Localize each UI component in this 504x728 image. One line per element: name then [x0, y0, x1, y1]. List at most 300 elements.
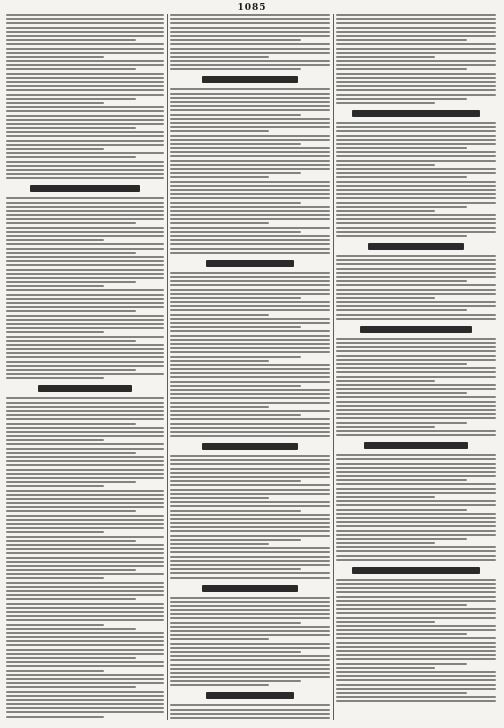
text-line: [170, 577, 330, 579]
text-line: [170, 630, 330, 632]
text-line: [170, 676, 330, 678]
text-line: [170, 684, 269, 686]
text-line: [336, 102, 435, 104]
text-line: [6, 227, 164, 229]
text-line: [6, 123, 164, 125]
text-line: [336, 405, 496, 407]
text-line: [336, 596, 496, 598]
text-line: [6, 644, 164, 646]
text-line: [336, 646, 496, 648]
text-line: [336, 642, 496, 644]
text-line: [170, 272, 330, 274]
text-line: [6, 340, 136, 342]
text-line: [6, 590, 164, 592]
text-line: [170, 22, 330, 24]
text-line: [336, 579, 496, 581]
text-line: [336, 492, 496, 494]
text-line: [170, 189, 330, 191]
text-line: [6, 418, 164, 420]
text-line: [170, 480, 301, 482]
text-line: [336, 633, 467, 635]
text-line: [6, 686, 136, 688]
text-line: [336, 430, 496, 432]
text-line: [336, 538, 467, 540]
text-line: [6, 619, 164, 621]
text-line: [336, 60, 496, 62]
text-line: [6, 39, 136, 41]
text-line: [336, 222, 496, 224]
text-line: [170, 35, 330, 37]
text-line: [6, 569, 136, 571]
text-line: [336, 276, 496, 278]
text-line: [336, 384, 496, 386]
text-line: [170, 248, 330, 250]
text-line: [336, 530, 496, 532]
text-line: [6, 356, 164, 358]
text-line: [336, 471, 496, 473]
text-line: [336, 625, 496, 627]
text-line: [170, 206, 330, 208]
text-line: [170, 227, 330, 229]
text-line: [6, 214, 164, 216]
text-line: [6, 691, 164, 693]
text-line: [336, 268, 496, 270]
text-line: [336, 77, 496, 79]
text-line: [336, 35, 496, 37]
text-line: [170, 672, 330, 674]
text-line: [6, 397, 164, 399]
text-line: [6, 699, 164, 701]
text-line: [336, 155, 496, 157]
text-line: [170, 551, 330, 553]
text-line: [170, 235, 330, 237]
text-line: [6, 632, 164, 634]
text-line: [170, 339, 330, 341]
text-line: [170, 560, 330, 562]
text-line: [6, 161, 164, 163]
text-line: [170, 713, 330, 715]
text-line: [6, 544, 164, 546]
text-line: [336, 185, 496, 187]
text-line: [170, 297, 301, 299]
text-line: [336, 202, 496, 204]
text-line: [170, 664, 330, 666]
text-line: [6, 206, 164, 208]
text-line: [6, 527, 164, 529]
text-line: [6, 323, 164, 325]
text-line: [6, 552, 164, 554]
text-line: [336, 401, 496, 403]
text-line: [170, 501, 330, 503]
text-line: [336, 587, 496, 589]
text-line: [336, 143, 496, 145]
text-line: [170, 381, 330, 383]
text-line: [336, 555, 496, 557]
text-line: [170, 406, 269, 408]
text-line: [336, 479, 467, 481]
text-line: [6, 695, 164, 697]
text-line: [6, 197, 164, 199]
text-line: [336, 359, 496, 361]
text-line: [170, 484, 330, 486]
text-line: [6, 140, 164, 142]
text-line: [170, 252, 330, 254]
text-line: [170, 135, 330, 137]
text-line: [170, 27, 330, 29]
text-line: [6, 277, 164, 279]
text-line: [170, 505, 330, 507]
text-line: [6, 89, 164, 91]
text-line: [6, 485, 104, 487]
text-line: [170, 126, 330, 128]
text-line: [170, 197, 330, 199]
text-line: [6, 68, 136, 70]
text-line: [6, 156, 136, 158]
article-headline-block: [206, 692, 294, 699]
text-line: [6, 327, 164, 329]
text-line: [6, 152, 164, 154]
text-line: [6, 144, 164, 146]
text-line: [6, 202, 164, 204]
text-line: [336, 392, 467, 394]
text-line: [336, 500, 496, 502]
text-line: [170, 88, 330, 90]
text-line: [6, 344, 164, 346]
text-line: [336, 458, 496, 460]
text-line: [336, 679, 496, 681]
text-line: [336, 48, 496, 50]
text-line: [6, 469, 164, 471]
text-line: [170, 218, 330, 220]
text-line: [336, 126, 496, 128]
text-line: [6, 56, 104, 58]
text-line: [336, 68, 467, 70]
text-line: [6, 256, 164, 258]
text-line: [6, 252, 136, 254]
text-line: [6, 77, 164, 79]
column-middle: [170, 14, 330, 720]
text-line: [170, 539, 301, 541]
text-line: [336, 27, 496, 29]
text-line: [6, 439, 104, 441]
text-line: [170, 463, 330, 465]
text-line: [170, 572, 330, 574]
text-line: [6, 431, 164, 433]
text-line: [336, 39, 467, 41]
text-line: [336, 130, 496, 132]
text-line: [170, 435, 330, 437]
text-line: [336, 671, 496, 673]
text-line: [336, 629, 496, 631]
text-line: [336, 73, 496, 75]
text-line: [170, 497, 269, 499]
text-line: [170, 301, 330, 303]
text-line: [6, 494, 164, 496]
text-line: [170, 176, 269, 178]
text-line: [336, 210, 435, 212]
text-line: [170, 39, 301, 41]
text-line: [6, 110, 164, 112]
text-line: [6, 624, 104, 626]
article-headline-block: [202, 76, 298, 83]
text-line: [170, 231, 301, 233]
text-line: [336, 235, 467, 237]
text-line: [170, 605, 330, 607]
text-line: [6, 594, 164, 596]
text-line: [170, 314, 269, 316]
text-line: [6, 127, 136, 129]
text-line: [336, 591, 496, 593]
text-line: [6, 106, 164, 108]
text-line: [6, 711, 164, 713]
text-line: [336, 663, 467, 665]
text-line: [170, 101, 330, 103]
text-line: [336, 621, 435, 623]
text-line: [6, 22, 164, 24]
text-line: [336, 667, 435, 669]
text-line: [336, 517, 496, 519]
text-line: [336, 550, 496, 552]
text-line: [336, 176, 467, 178]
text-line: [336, 380, 435, 382]
text-line: [336, 151, 496, 153]
text-line: [6, 169, 164, 171]
text-line: [6, 460, 164, 462]
text-line: [6, 173, 164, 175]
text-line: [170, 468, 330, 470]
text-line: [336, 122, 496, 124]
text-line: [170, 530, 330, 532]
text-line: [336, 422, 467, 424]
text-line: [336, 637, 496, 639]
text-line: [6, 73, 164, 75]
text-line: [6, 443, 164, 445]
text-line: [336, 600, 496, 602]
text-line: [170, 276, 330, 278]
text-line: [6, 210, 164, 212]
text-line: [6, 636, 164, 638]
text-line: [336, 367, 496, 369]
text-line: [6, 248, 164, 250]
text-line: [6, 427, 164, 429]
text-line: [6, 98, 136, 100]
text-line: [336, 496, 435, 498]
text-line: [170, 423, 330, 425]
text-line: [336, 371, 496, 373]
text-line: [170, 43, 330, 45]
text-line: [336, 675, 496, 677]
text-line: [170, 518, 330, 520]
text-line: [170, 704, 330, 706]
text-line: [170, 139, 330, 141]
text-line: [6, 222, 136, 224]
text-line: [6, 674, 164, 676]
text-line: [170, 393, 330, 395]
text-line: [170, 351, 330, 353]
text-line: [6, 506, 164, 508]
text-line: [170, 293, 330, 295]
text-line: [170, 93, 330, 95]
text-line: [6, 239, 104, 241]
text-line: [170, 617, 330, 619]
text-line: [6, 294, 164, 296]
text-line: [336, 509, 467, 511]
column-right: [336, 14, 496, 720]
text-line: [170, 455, 330, 457]
text-line: [6, 14, 164, 16]
text-line: [6, 260, 164, 262]
text-line: [6, 85, 164, 87]
text-line: [6, 64, 164, 66]
text-line: [170, 64, 330, 66]
text-line: [6, 281, 136, 283]
text-line: [336, 168, 496, 170]
article-headline-block: [352, 110, 480, 117]
text-line: [6, 319, 164, 321]
text-line: [336, 22, 496, 24]
text-line: [6, 27, 164, 29]
text-line: [170, 222, 269, 224]
text-line: [336, 297, 435, 299]
text-line: [170, 243, 330, 245]
text-line: [6, 716, 104, 718]
text-line: [6, 515, 164, 517]
text-line: [170, 280, 330, 282]
text-line: [6, 18, 164, 20]
text-line: [336, 463, 496, 465]
article-headline-block: [38, 385, 133, 392]
text-line: [170, 160, 330, 162]
text-line: [170, 193, 330, 195]
text-line: [170, 214, 330, 216]
text-line: [336, 467, 496, 469]
text-line: [336, 546, 496, 548]
text-line: [6, 510, 136, 512]
text-line: [336, 314, 496, 316]
text-line: [170, 535, 330, 537]
text-line: [336, 658, 496, 660]
text-line: [336, 521, 496, 523]
text-line: [336, 64, 496, 66]
text-line: [6, 548, 164, 550]
text-line: [336, 542, 435, 544]
text-line: [170, 143, 301, 145]
text-line: [336, 483, 496, 485]
text-line: [170, 410, 330, 412]
text-line: [6, 231, 164, 233]
article-headline-block: [368, 243, 464, 250]
text-line: [6, 264, 164, 266]
text-line: [170, 634, 330, 636]
text-line: [6, 577, 104, 579]
text-line: [6, 561, 164, 563]
text-line: [170, 48, 330, 50]
text-line: [6, 43, 164, 45]
text-line: [336, 413, 496, 415]
text-line: [170, 510, 301, 512]
text-line: [336, 513, 496, 515]
text-line: [170, 322, 330, 324]
text-line: [6, 653, 164, 655]
text-line: [336, 218, 496, 220]
text-line: [170, 431, 330, 433]
article-headline-block: [206, 260, 294, 267]
text-line: [6, 377, 104, 379]
text-line: [170, 459, 330, 461]
text-line: [6, 456, 164, 458]
text-line: [170, 568, 301, 570]
text-line: [170, 364, 330, 366]
text-line: [170, 56, 269, 58]
text-line: [6, 331, 104, 333]
text-line: [336, 259, 496, 261]
text-line: [336, 608, 496, 610]
text-line: [336, 617, 496, 619]
text-line: [336, 227, 496, 229]
text-line: [6, 402, 164, 404]
text-line: [170, 626, 330, 628]
text-line: [336, 189, 496, 191]
text-line: [170, 609, 330, 611]
text-line: [336, 604, 467, 606]
text-line: [336, 280, 467, 282]
text-line: [170, 385, 301, 387]
text-line: [336, 700, 496, 702]
text-line: [170, 522, 330, 524]
text-line: [6, 540, 136, 542]
text-line: [6, 423, 136, 425]
text-line: [336, 350, 496, 352]
text-line: [6, 352, 164, 354]
text-line: [170, 356, 301, 358]
text-line: [6, 102, 104, 104]
text-line: [170, 493, 330, 495]
text-line: [336, 272, 496, 274]
text-line: [6, 135, 164, 137]
text-line: [336, 301, 496, 303]
text-line: [336, 409, 496, 411]
text-line: [6, 582, 164, 584]
text-line: [170, 427, 330, 429]
text-line: [170, 651, 301, 653]
text-line: [6, 649, 164, 651]
text-line: [6, 640, 164, 642]
text-line: [170, 368, 330, 370]
text-line: [170, 147, 330, 149]
text-line: [336, 193, 496, 195]
text-line: [336, 309, 467, 311]
text-line: [336, 14, 496, 16]
text-line: [170, 14, 330, 16]
text-line: [170, 372, 330, 374]
text-line: [6, 31, 164, 33]
text-line: [6, 315, 164, 317]
text-line: [6, 298, 164, 300]
text-line: [6, 60, 164, 62]
text-line: [170, 343, 330, 345]
text-line: [336, 684, 496, 686]
text-line: [170, 564, 330, 566]
text-line: [336, 139, 496, 141]
text-line: [6, 498, 164, 500]
text-line: [6, 361, 164, 363]
text-line: [6, 406, 164, 408]
text-line: [170, 472, 330, 474]
text-line: [6, 243, 164, 245]
text-line: [170, 418, 330, 420]
text-line: [170, 402, 330, 404]
text-line: [6, 273, 164, 275]
